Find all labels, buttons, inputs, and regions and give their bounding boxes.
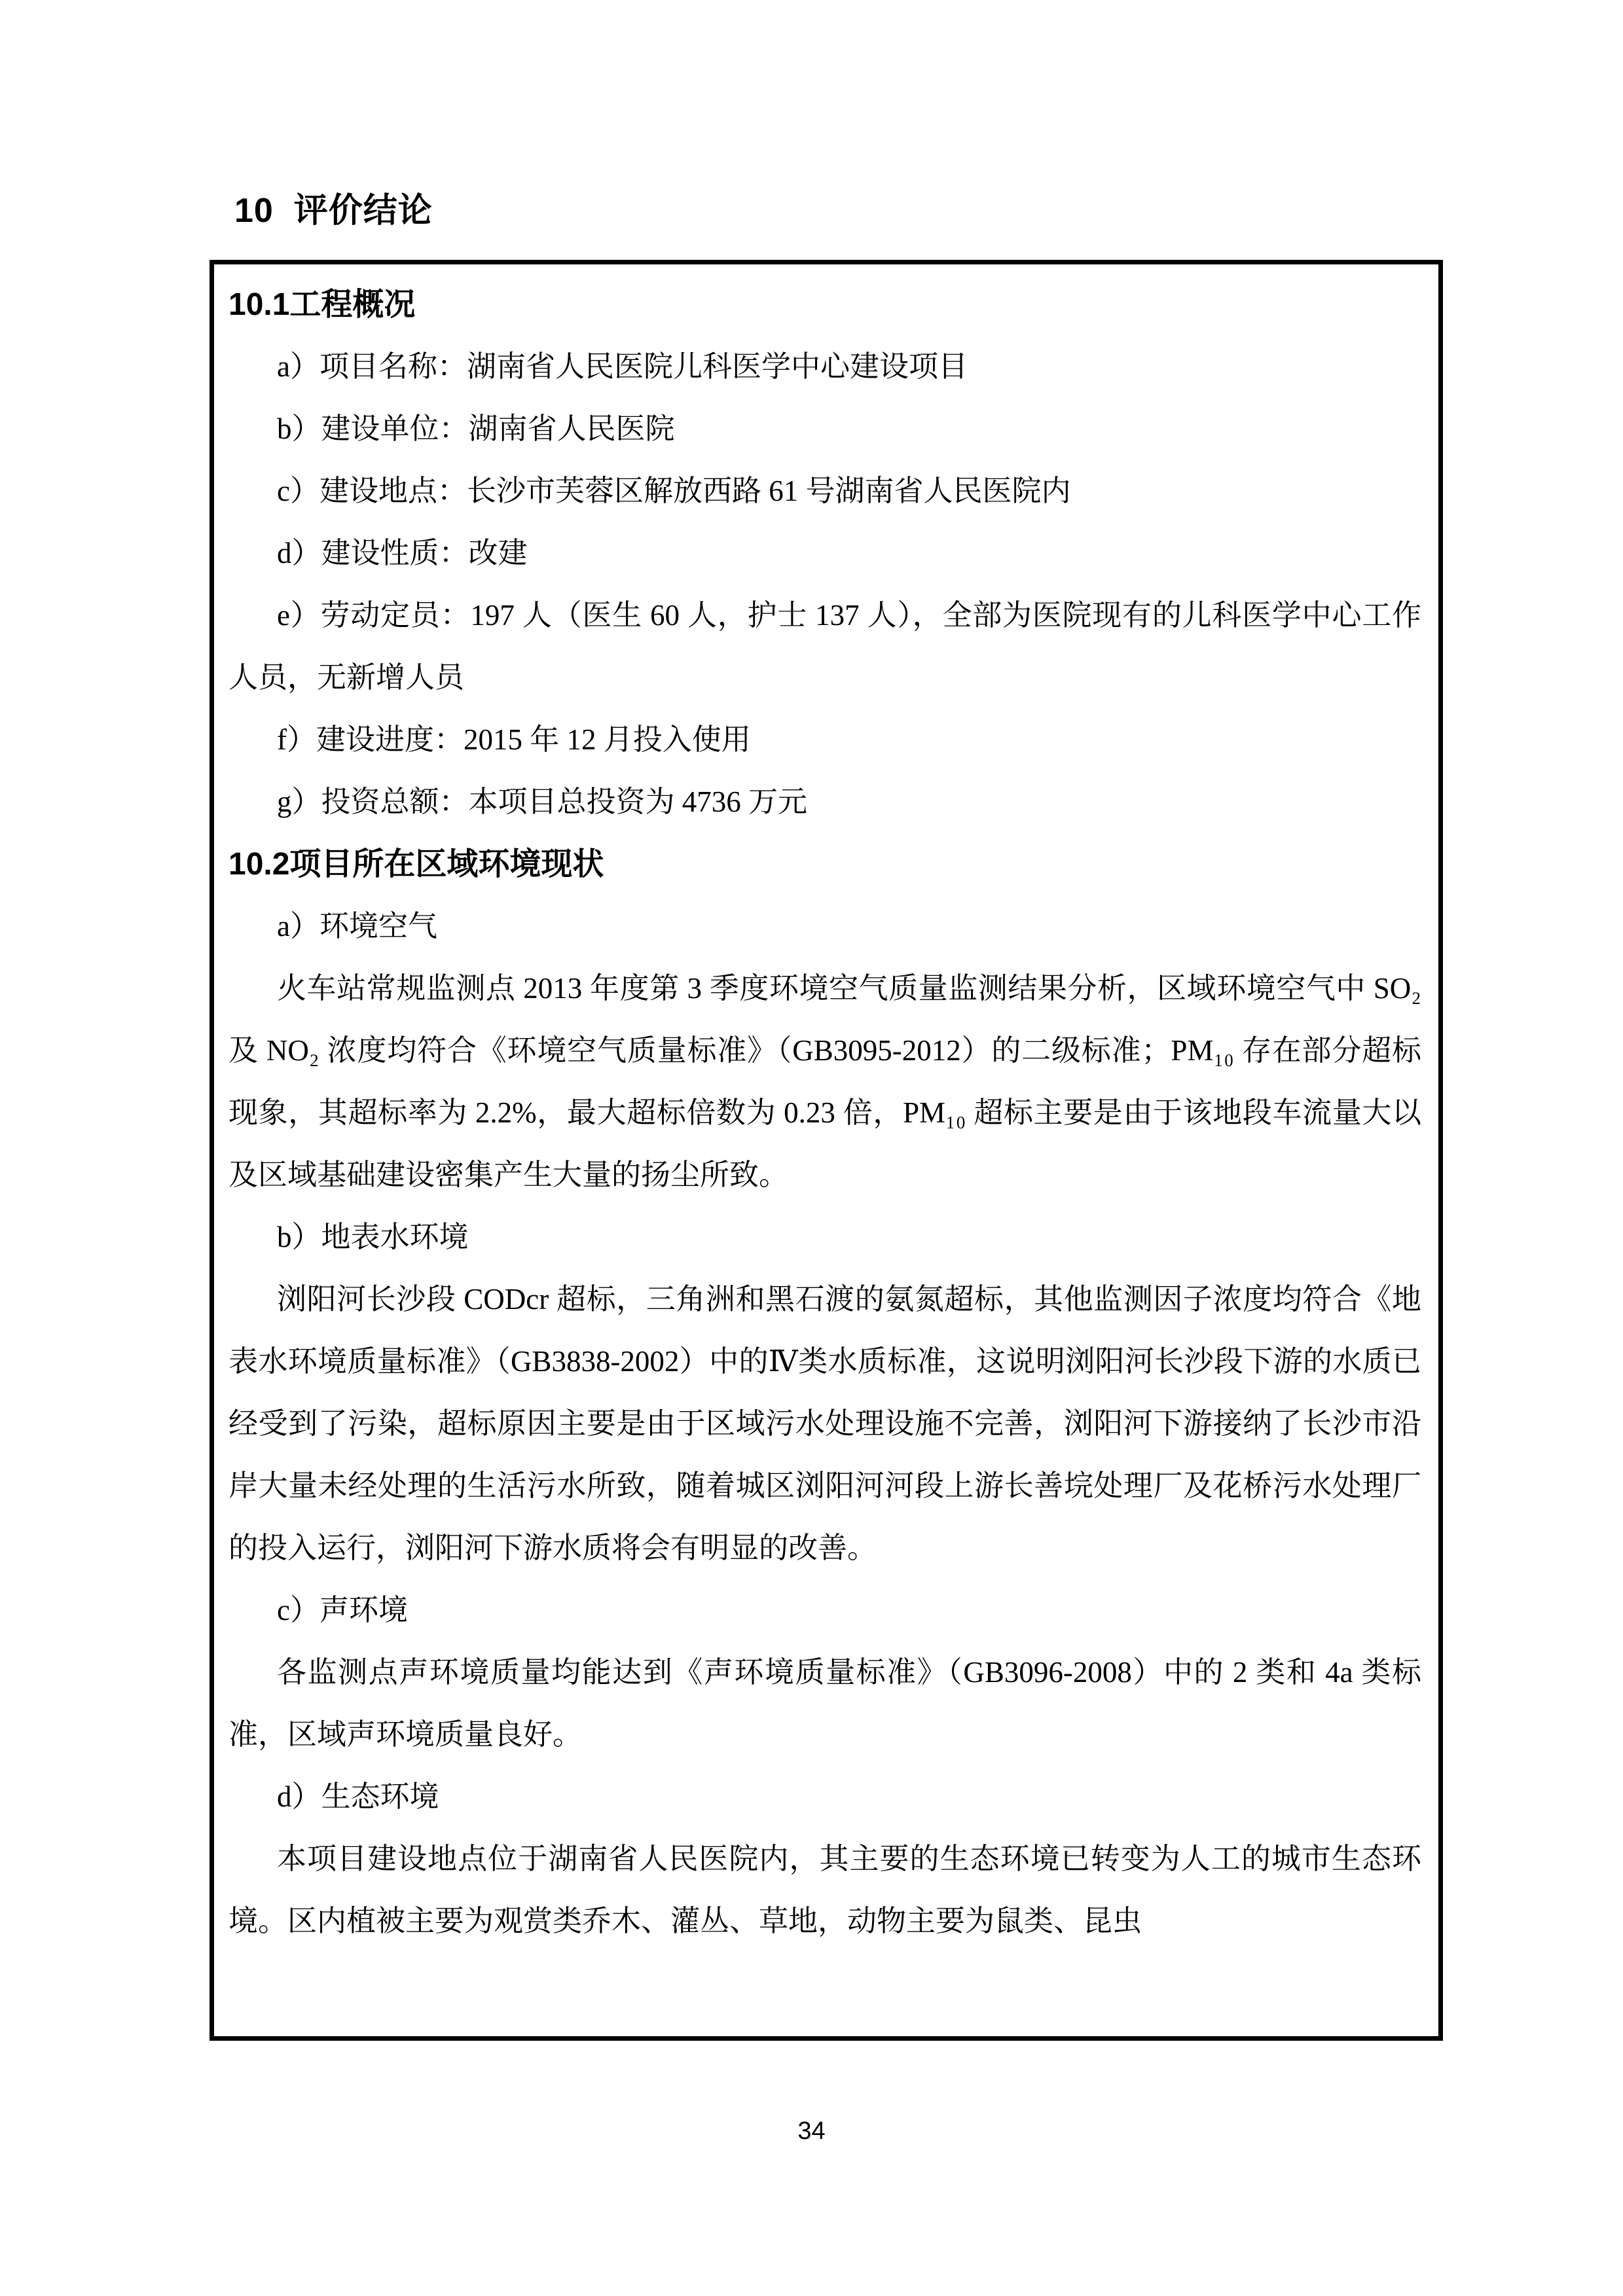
paragraph-acoustic-environment: 各监测点声环境质量均能达到《声环境质量标准》（GB3096-2008）中的 2 类和 4a 类标准，区域声环境质量良好。 [228, 1656, 1421, 1751]
section-heading-10-2: 10.2项目所在区域环境现状 [228, 847, 604, 882]
paragraph-air-quality: 火车站常规监测点 2013 年度第 3 季度环境空气质量监测结果分析，区域环境空气中 SO₂ 及 NO₂ 浓度均符合《环境空气质量标准》（GB3095-2012）的二级标准；PM₁₀ 存在部分超标现象，其超标率为 2.2%，最大超标倍数为 0.23 倍，PM₁₀ 超标主要是由于该地段车流量大以及区域基础建设密集产生大量的扬尘所致。 [228, 972, 1421, 1191]
list-item-g-investment: g）投资总额：本项目总投资为 4736 万元 [277, 785, 808, 818]
list-item-a-ambient-air: a）环境空气 [277, 910, 437, 942]
page-title: 10 评价结论 [234, 192, 433, 230]
list-item-b-surface-water: b）地表水环境 [277, 1221, 469, 1253]
content-box [210, 260, 1443, 2041]
list-item-b-construction-unit: b）建设单位：湖南省人民医院 [277, 412, 675, 445]
page-number: 34 [797, 2117, 826, 2145]
list-item-f-schedule: f）建设进度：2015 年 12 月投入使用 [277, 723, 751, 756]
list-item-a-project-name: a）项目名称：湖南省人民医院儿科医学中心建设项目 [277, 350, 968, 383]
list-item-c-construction-site: c）建设地点：长沙市芙蓉区解放西路 61 号湖南省人民医院内 [277, 475, 1071, 507]
list-item-d-ecological-environment: d）生态环境 [277, 1780, 439, 1813]
paragraph-ecological-environment: 本项目建设地点位于湖南省人民医院内，其主要的生态环境已转变为人工的城市生态环境。区内植被主要为观赏类乔木、灌丛、草地，动物主要为鼠类、昆虫 [228, 1842, 1421, 1937]
section-heading-10-1: 10.1工程概况 [228, 287, 416, 322]
list-item-c-acoustic-environment: c）声环境 [277, 1594, 408, 1626]
list-item-d-construction-nature: d）建设性质：改建 [277, 537, 528, 569]
list-item-e-staffing: e）劳动定员：197 人（医生 60 人，护士 137 人），全部为医院现有的儿科医学中心工作人员，无新增人员 [228, 599, 1421, 694]
paragraph-surface-water: 浏阳河长沙段 CODcr 超标，三角洲和黑石渡的氨氮超标，其他监测因子浓度均符合《地表水环境质量标准》（GB3838-2002）中的Ⅳ类水质标准，这说明浏阳河长沙段下游的水质已经受到了污染，超标原因主要是由于区域污水处理设施不完善，浏阳河下游接纳了长沙市沿岸大量未经处理的生活污水所致，随着城区浏阳河河段上游长善垸处理厂及花桥污水处理厂的投入运行，浏阳河下游水质将会有明显的改善。 [228, 1283, 1421, 1564]
